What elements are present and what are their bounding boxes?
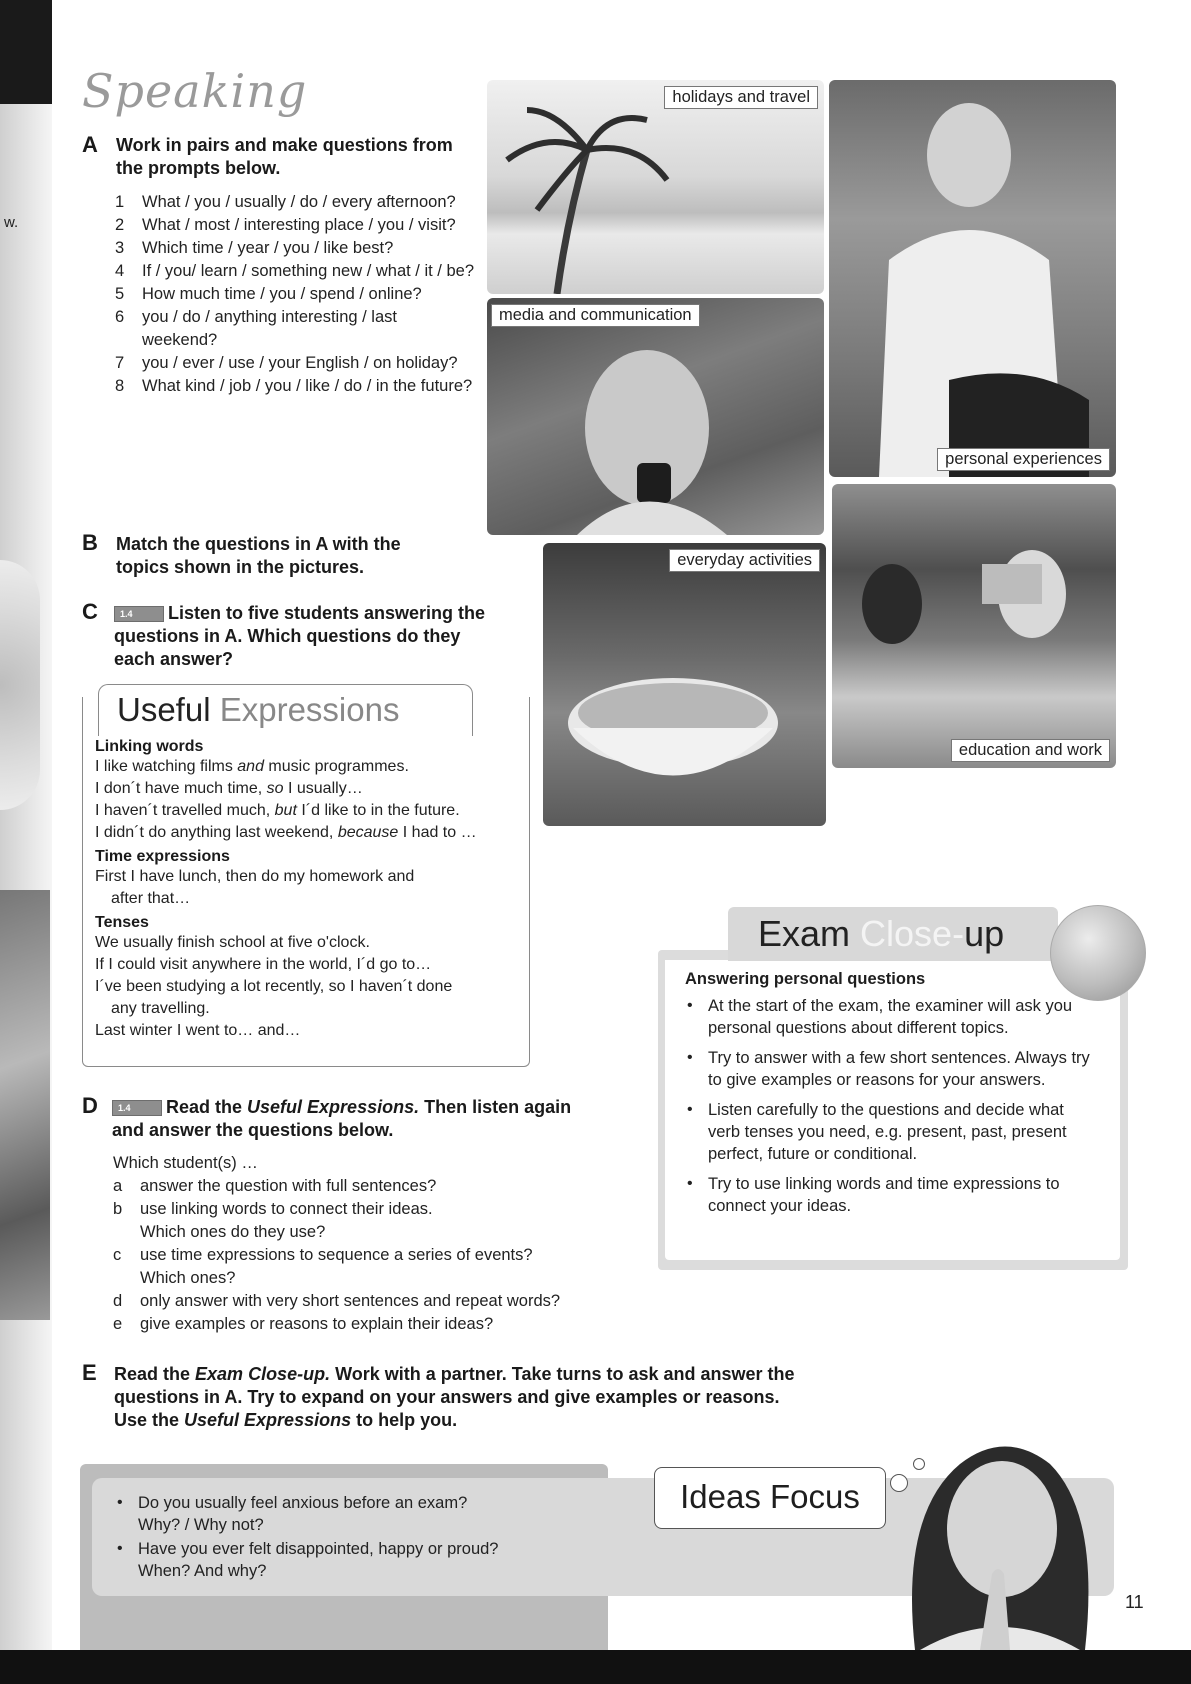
section-d-letter: D — [82, 1093, 98, 1118]
photo-young-man — [829, 80, 1116, 477]
section-d-list — [113, 1152, 633, 1336]
list-item: • Listen carefully to the questions and decide what verb tenses you need, e.g. present, past, present perfect, future or conditional. — [685, 1099, 1095, 1165]
list-item: c use time expressions to sequence a series of events? Which ones? — [113, 1246, 533, 1287]
thinking-girl-illustration — [880, 1424, 1110, 1650]
section-d-lead: Which student(s) … — [113, 1154, 258, 1172]
prompt-list — [115, 191, 475, 398]
time-expressions-heading: Time expressions — [95, 848, 230, 865]
label-everyday: everyday activities — [669, 549, 820, 572]
page-number: 11 — [1125, 1592, 1144, 1612]
margin-text: w. — [4, 214, 19, 231]
page-spine — [0, 0, 52, 1684]
section-e-instruction: Read the Exam Close-up. Work with a partner. Take turns to ask and answer the questions in A. Try to expand on your answers and give examples or reasons. Use the Useful Expressions to help you. — [114, 1364, 795, 1430]
palm-tree-icon — [487, 80, 824, 294]
photo-classroom — [832, 484, 1116, 768]
useful-expressions-title: Useful Expressions — [98, 684, 473, 736]
section-c-instruction: 1.4 Listen to five students answering the questions in A. Which questions do they each answer? — [114, 603, 486, 669]
ue-line: Last winter I went to… and… — [95, 1022, 301, 1039]
audio-track-icon[interactable]: 1.4 — [114, 606, 164, 622]
audio-track-icon[interactable]: 1.4 — [112, 1100, 162, 1116]
laptop-icon — [982, 564, 1042, 604]
ideas-focus-questions — [115, 1492, 635, 1590]
list-item: 3 Which time / year / you / like best? — [115, 239, 394, 257]
list-item: 2 What / most / interesting place / you / visit? — [115, 216, 456, 234]
list-item: • Try to use linking words and time expressions to connect your ideas. — [685, 1173, 1095, 1217]
list-item: 4 If / you/ learn / something new / what / it / be? — [115, 262, 475, 280]
list-item: 7 you / ever / use / your English / on holiday? — [115, 354, 458, 372]
list-item: • Have you ever felt disappointed, happy or proud? When? And why? — [115, 1538, 635, 1582]
useful-expressions-content — [95, 738, 525, 1042]
list-item: d only answer with very short sentences and repeat words? — [113, 1292, 561, 1310]
exam-closeup-content — [685, 970, 1095, 1225]
section-c-letter: C — [82, 599, 98, 624]
section-a-letter: A — [82, 132, 98, 157]
list-item: 6 you / do / anything interesting / last weekend? — [115, 308, 397, 349]
section-e-letter: E — [82, 1360, 97, 1385]
ue-line: after that… — [111, 890, 191, 907]
ue-line: I like watching films and music programmes. — [95, 758, 409, 775]
list-item: b use linking words to connect their ideas. Which ones do they use? — [113, 1200, 433, 1241]
list-item: 5 How much time / you / spend / online? — [115, 285, 422, 303]
spine-dark-corner — [0, 0, 52, 104]
ue-line: I´ve been studying a lot recently, so I haven´t done — [95, 978, 453, 995]
label-media: media and communication — [491, 304, 700, 327]
spine-disc-graphic — [0, 560, 40, 810]
phone-icon — [637, 463, 671, 503]
label-holidays: holidays and travel — [664, 86, 818, 109]
tenses-heading: Tenses — [95, 914, 149, 931]
photo-food-bowl — [543, 543, 826, 826]
section-d-instruction: 1.4 Read the Useful Expressions. Then listen again and answer the questions below. — [112, 1097, 572, 1140]
section-b-instruction: Match the questions in A with the topics shown in the pictures. — [116, 534, 401, 577]
ue-line: If I could visit anywhere in the world, I´d go to… — [95, 956, 432, 973]
list-item: 1 What / you / usually / do / every afternoon? — [115, 193, 456, 211]
list-item: • At the start of the exam, the examiner will ask you personal questions about different topics. — [685, 995, 1095, 1039]
list-item: e give examples or reasons to explain their ideas? — [113, 1315, 494, 1333]
section-a-instruction: Work in pairs and make questions from the prompts below. — [116, 135, 453, 178]
ue-line: any travelling. — [111, 1000, 210, 1017]
list-item: • Try to answer with a few short sentences. Always try to give examples or reasons for your answers. — [685, 1047, 1095, 1091]
list-item: • Do you usually feel anxious before an exam? Why? / Why not? — [115, 1492, 635, 1536]
ue-line: I didn´t do anything last weekend, because I had to … — [95, 824, 477, 841]
exam-closeup-title: Exam Close-up — [758, 913, 1005, 954]
list-item: a answer the question with full sentences? — [113, 1177, 437, 1195]
label-education: education and work — [951, 739, 1110, 762]
page-heading: Speaking — [82, 64, 308, 118]
section-b-letter: B — [82, 530, 98, 555]
ue-line: First I have lunch, then do my homework and — [95, 868, 415, 885]
photo-girl-phone — [487, 298, 824, 535]
ideas-focus-title: Ideas Focus — [654, 1467, 886, 1529]
label-personal: personal experiences — [937, 448, 1110, 471]
linking-words-heading: Linking words — [95, 738, 204, 755]
list-item: 8 What kind / job / you / like / do / in the future? — [115, 377, 473, 395]
ue-line: I haven´t travelled much, but I´d like to in the future. — [95, 802, 460, 819]
ue-line: We usually finish school at five o'clock. — [95, 934, 370, 951]
scan-bottom-edge — [0, 1650, 1191, 1684]
photo-beach — [487, 80, 824, 294]
exam-closeup-subheading: Answering personal questions — [685, 970, 926, 988]
ue-line: I don´t have much time, so I usually… — [95, 780, 363, 797]
spine-photo-fragment — [0, 890, 50, 1320]
